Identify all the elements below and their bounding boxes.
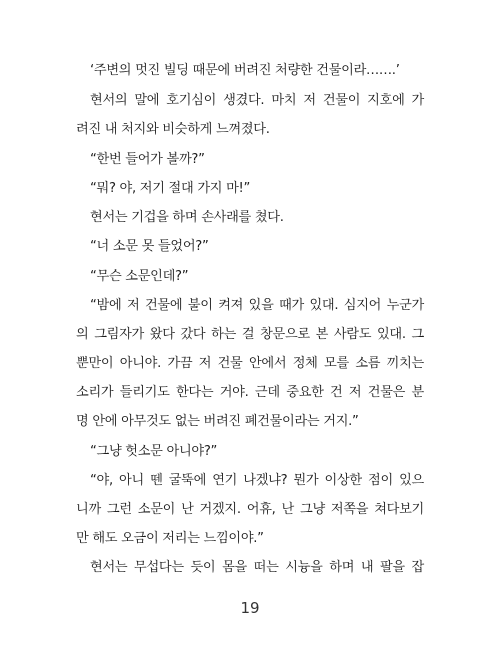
- text-line: 명 안에 아무것도 없는 버려진 폐건물이라는 거지.”: [76, 414, 359, 429]
- text-line: “한번 들어가 볼까?”: [90, 152, 205, 167]
- text-line: 의 그림자가 왔다 갔다 하는 걸 창문으로 본 사람도 있대. 그: [76, 327, 424, 342]
- text-line: 현서의 말에 호기심이 생겼다. 마치 저 건물이 지호에 가: [90, 93, 424, 108]
- page-number: 19: [240, 599, 260, 617]
- text-line: “그냥 헛소문 아니야?”: [90, 444, 218, 459]
- text-line: 현서는 무섭다는 듯이 몸을 떠는 시늉을 하며 내 팔을 잡: [90, 560, 424, 575]
- text-line: 만 해도 오금이 저리는 느낌이야.”: [76, 531, 264, 546]
- text-line: “뭐? 야, 저기 절대 가지 마!”: [90, 181, 251, 196]
- text-line: 현서는 기겁을 하며 손사래를 쳤다.: [90, 210, 284, 225]
- text-line: 소리가 들리기도 한다는 거야. 근데 중요한 건 저 건물은 분: [76, 385, 424, 400]
- text-line: 뿐만이 아니야. 가끔 저 건물 안에서 정체 모를 소름 끼치는: [76, 356, 424, 371]
- text-line: “너 소문 못 들었어?”: [90, 239, 209, 254]
- text-line: ‘주변의 멋진 빌딩 때문에 버려진 처량한 건물이라…….’: [90, 63, 400, 78]
- text-line: 려진 내 처지와 비슷하게 느껴졌다.: [76, 122, 270, 137]
- text-line: “무슨 소문인데?”: [90, 269, 189, 284]
- text-line: “밤에 저 건물에 불이 켜져 있을 때가 있대. 심지어 누군가: [90, 298, 424, 313]
- text-line: “야, 아니 뗀 굴뚝에 연기 나겠냐? 뭔가 이상한 점이 있으: [90, 473, 424, 488]
- text-line: 니까 그런 소문이 난 거겠지. 어휴, 난 그냥 저쪽을 쳐다보기: [76, 502, 424, 517]
